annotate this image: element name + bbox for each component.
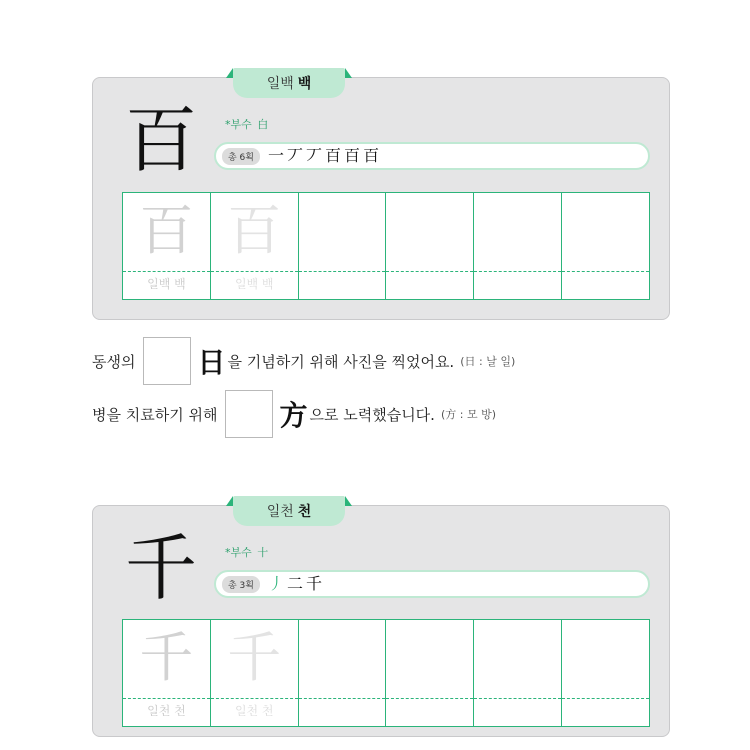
practice-cell[interactable] [211,193,299,299]
stroke-step: 丿 [267,574,284,593]
radical-info [225,116,268,132]
practice-cell[interactable] [474,193,562,299]
trace-char: 千 [139,626,194,689]
practice-cell[interactable] [123,193,211,299]
trace-char: 百 [139,199,194,262]
title-tab [233,68,345,98]
stroke-step: 百 [344,146,361,165]
fill-in-sentence [92,336,515,386]
radical-label: *부수 [225,546,252,559]
radical-label: *부수 [225,118,252,131]
main-hanja: 百 [124,98,197,182]
sentence-hanja: 日 [197,346,226,379]
main-hanja: 千 [124,526,197,610]
meaning-label: 일천 [266,504,294,520]
stroke-step: 二 [287,574,304,593]
practice-cell[interactable] [474,620,562,726]
practice-cell[interactable] [123,620,211,726]
stroke-step: 百 [363,146,380,165]
stroke-count-badge: 총 3획 [222,576,260,593]
radical-char: 十 [257,546,269,559]
trace-label: 일천 천 [147,704,186,718]
stroke-count-badge: 총 6획 [222,148,260,165]
trace-label: 일천 천 [234,704,274,718]
title-tab [233,496,345,526]
meaning-label: 일백 [266,76,294,92]
practice-cell[interactable] [211,620,299,726]
trace-label: 일백 백 [234,277,274,291]
sentence-note: (日 : 날 일) [460,355,516,368]
practice-grid [122,619,650,727]
stroke-step: 千 [306,574,323,593]
radical-info [225,544,268,560]
practice-cell[interactable] [299,193,387,299]
sentence-hanja: 方 [279,399,308,432]
stroke-order-bar [214,570,650,598]
sentence-after: 으로 노력했습니다. [309,405,435,424]
practice-cell[interactable] [299,620,387,726]
stroke-step: 一 [267,146,284,165]
practice-cell[interactable] [386,620,474,726]
stroke-sequence [268,575,322,593]
practice-cell[interactable] [562,193,649,299]
sentence-after: 을 기념하기 위해 사진을 찍었어요. [227,352,455,371]
practice-grid [122,192,650,300]
answer-box[interactable] [225,390,273,438]
stroke-step: 百 [325,146,342,165]
radical-char: 白 [257,118,269,131]
stroke-step: 丆 [287,146,304,165]
trace-label: 일백 백 [147,277,186,291]
fill-in-sentence [92,389,496,439]
answer-box[interactable] [143,337,191,385]
trace-char: 千 [227,626,282,689]
sentence-before: 동생의 [92,352,136,371]
sentence-note: (方 : 모 방) [440,408,496,421]
practice-cell[interactable] [386,193,474,299]
practice-cell[interactable] [562,620,649,726]
hanja-card-baek [92,77,670,320]
sentence-before: 병을 치료하기 위해 [92,405,218,424]
hanja-card-cheon [92,505,670,737]
stroke-sequence [268,147,379,165]
stroke-order-bar [214,142,650,170]
sound-label: 백 [297,76,312,92]
sound-label: 천 [297,504,312,520]
trace-char: 百 [227,199,282,262]
stroke-step: 丆 [306,146,323,165]
